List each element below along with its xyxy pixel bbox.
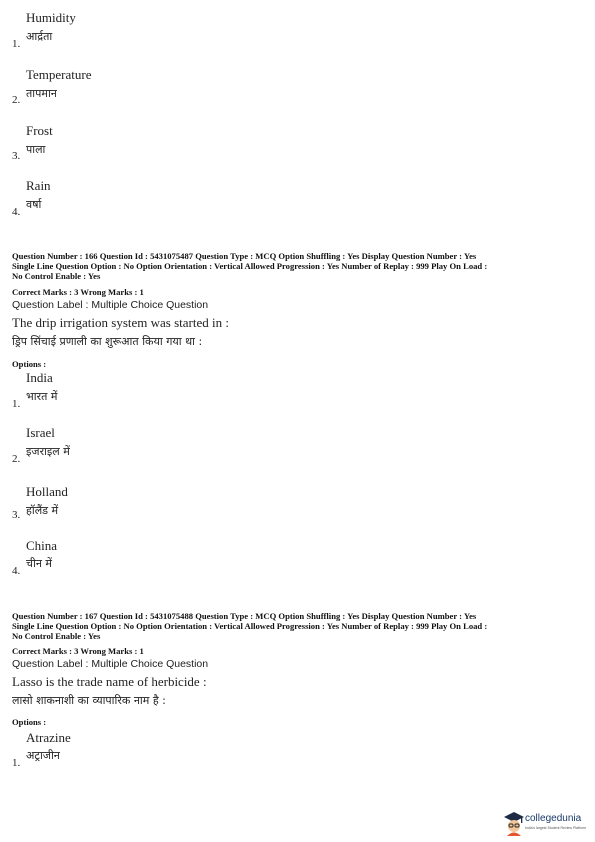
option-english: Rain — [26, 178, 51, 193]
question-meta-line: Question Number : 167 Question Id : 5431075488 Question Type : MCQ Option Shuffling : Yes Display Question Number : Yes — [12, 611, 477, 621]
option-number: 4. — [12, 565, 21, 577]
question-label: Question Label : Multiple Choice Question — [12, 658, 209, 670]
question-text-english: The drip irrigation system was started in : — [12, 315, 229, 330]
option-hindi: अट्राजीन — [26, 749, 60, 762]
marks-line: Correct Marks : 3 Wrong Marks : 1 — [12, 646, 144, 656]
option-english: Israel — [26, 425, 55, 440]
option-number: 3. — [12, 509, 21, 521]
question-meta-line: Single Line Question Option : No Option Orientation : Vertical Allowed Progression : Yes Number of Replay : 999 Play On Load : — [12, 621, 488, 631]
option-english: Holland — [26, 484, 68, 499]
option-english: Frost — [26, 123, 53, 138]
question-meta-line: No Control Enable : Yes — [12, 271, 101, 281]
option-english: Atrazine — [26, 730, 71, 745]
collegedunia-logo — [503, 808, 593, 838]
logo-tagline: India's largest Student Review Platform — [525, 826, 586, 830]
question-text-english: Lasso is the trade name of herbicide : — [12, 674, 207, 689]
question-text-hindi: ड्रिप सिंचाई प्रणाली का शुरूआत किया गया था : — [12, 335, 203, 348]
option-hindi: आर्द्रता — [26, 30, 53, 43]
options-heading: Options : — [12, 359, 47, 369]
option-english: India — [26, 370, 53, 385]
option-number: 1. — [12, 38, 21, 50]
option-number: 1. — [12, 398, 21, 410]
logo-text: collegedunia — [525, 813, 582, 824]
option-english: Humidity — [26, 10, 76, 25]
option-hindi: तापमान — [26, 87, 57, 100]
option-hindi: वर्षा — [26, 198, 42, 211]
option-hindi: भारत में — [26, 390, 58, 403]
question-meta-line: No Control Enable : Yes — [12, 631, 101, 641]
option-number: 3. — [12, 150, 21, 162]
question-meta-line: Question Number : 166 Question Id : 5431075487 Question Type : MCQ Option Shuffling : Yes Display Question Number : Yes — [12, 251, 477, 261]
marks-line: Correct Marks : 3 Wrong Marks : 1 — [12, 287, 144, 297]
option-number: 2. — [12, 453, 21, 465]
option-hindi: इजराइल में — [26, 445, 70, 458]
option-english: China — [26, 538, 58, 553]
option-english: Temperature — [26, 67, 92, 82]
option-hindi: हॉलैंड में — [26, 504, 59, 517]
option-number: 2. — [12, 94, 21, 106]
option-hindi: चीन में — [26, 557, 53, 570]
graduate-icon — [503, 810, 525, 836]
question-label: Question Label : Multiple Choice Question — [12, 299, 209, 311]
options-heading: Options : — [12, 717, 47, 727]
question-text-hindi: लासो शाकनाशी का व्यापारिक नाम है : — [12, 694, 166, 707]
option-number: 1. — [12, 757, 21, 769]
option-number: 4. — [12, 206, 21, 218]
question-meta-line: Single Line Question Option : No Option Orientation : Vertical Allowed Progression : Yes Number of Replay : 999 Play On Load : — [12, 261, 488, 271]
option-hindi: पाला — [26, 143, 46, 156]
